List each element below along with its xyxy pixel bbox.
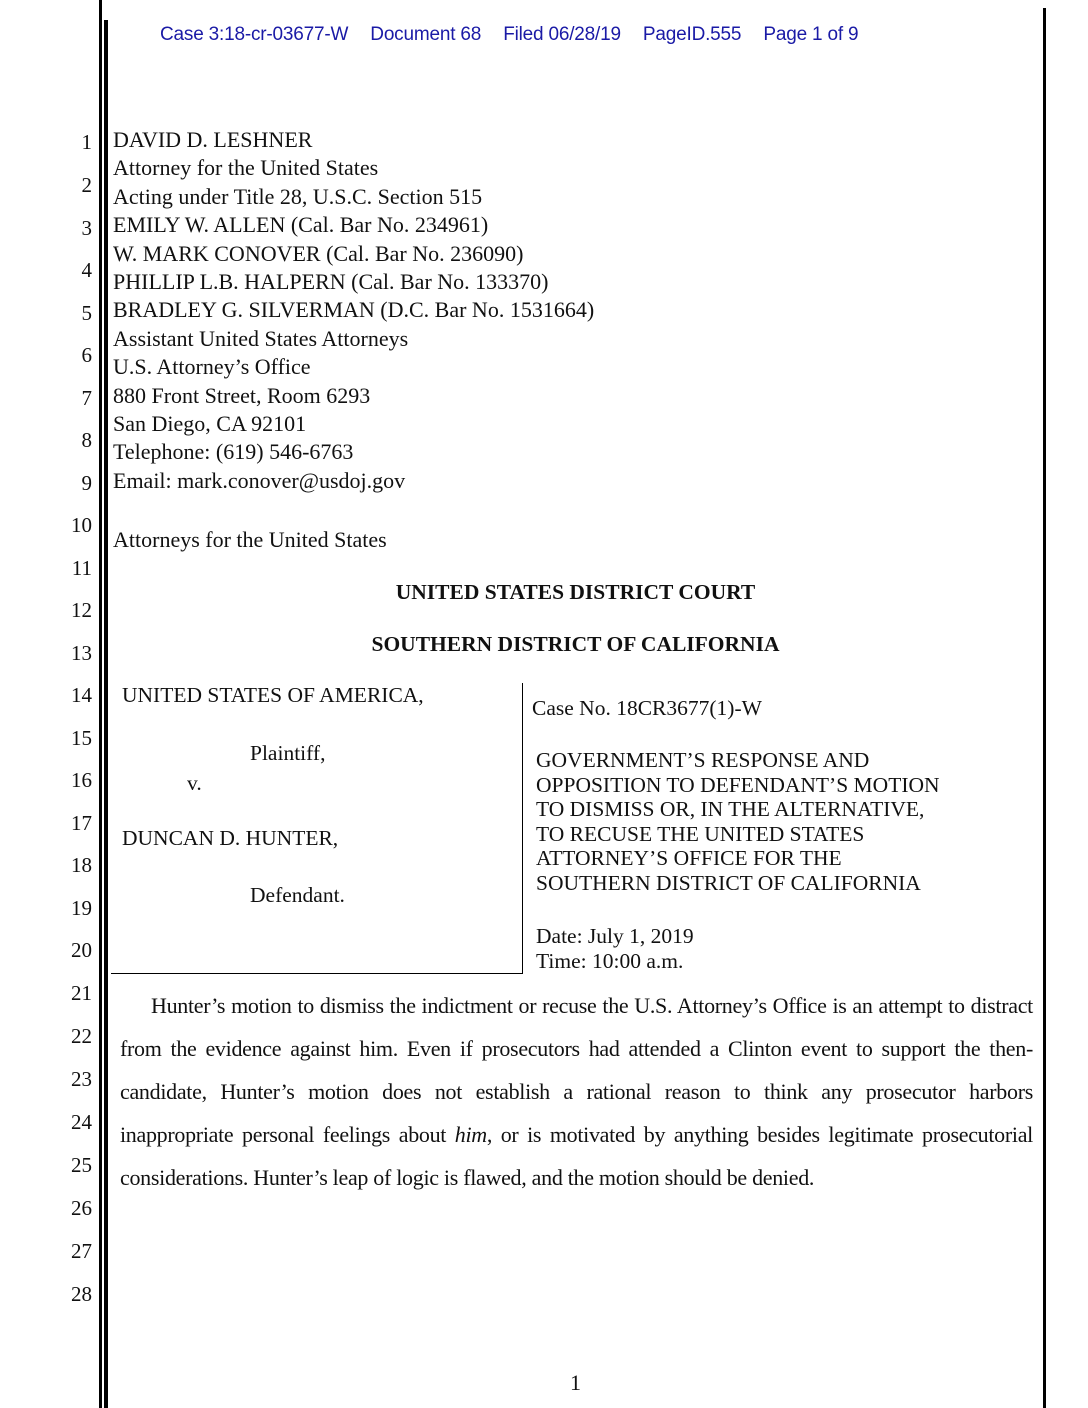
header-case-number: Case 3:18-cr-03677-W: [160, 24, 349, 45]
line-number: 14: [71, 683, 92, 707]
line-number: 28: [71, 1282, 92, 1306]
body-paragraph: [120, 984, 1033, 1199]
counsel-line: EMILY W. ALLEN (Cal. Bar No. 234961): [113, 212, 489, 238]
document-title-line: OPPOSITION TO DEFENDANT’S MOTION: [536, 772, 940, 797]
left-margin-rule-inner: [104, 20, 108, 1408]
header-document-number: Document 68: [370, 24, 482, 45]
counsel-line: PHILLIP L.B. HALPERN (Cal. Bar No. 133370): [113, 269, 549, 295]
defendant-role: Defendant.: [250, 883, 345, 907]
header-page-id: PageID.555: [642, 24, 742, 45]
line-number: 16: [71, 768, 92, 792]
line-number: 23: [71, 1067, 92, 1091]
line-number: 17: [71, 811, 92, 835]
document-title-line: TO RECUSE THE UNITED STATES: [536, 821, 865, 846]
counsel-line: Assistant United States Attorneys: [113, 325, 409, 351]
line-number: 10: [71, 513, 92, 537]
right-margin-rule: [1043, 8, 1046, 1408]
line-number: 24: [71, 1110, 92, 1134]
page-number: 1: [570, 1370, 581, 1395]
defendant-name: DUNCAN D. HUNTER,: [122, 826, 339, 850]
line-number: 15: [71, 726, 92, 750]
plaintiff-role: Plaintiff,: [250, 741, 326, 765]
court-name: UNITED STATES DISTRICT COURT: [395, 580, 756, 604]
document-title-line: TO DISMISS OR, IN THE ALTERNATIVE,: [536, 797, 925, 821]
line-number: 5: [81, 301, 92, 325]
line-number: 4: [81, 258, 92, 282]
line-number: 26: [71, 1196, 92, 1220]
line-number: 21: [71, 981, 92, 1005]
counsel-block: [113, 126, 594, 495]
counsel-line: Telephone: (619) 546-6763: [113, 439, 354, 465]
line-number: 20: [71, 938, 92, 962]
counsel-line: Acting under Title 28, U.S.C. Section 515: [113, 183, 483, 209]
line-number: 12: [71, 598, 92, 622]
counsel-email-line: Email: mark.conover@usdoj.gov: [113, 467, 406, 493]
document-title-line: SOUTHERN DISTRICT OF CALIFORNIA: [536, 870, 921, 895]
header-page-count: Page 1 of 9: [763, 24, 859, 45]
left-margin-rule-outer: [99, 0, 102, 1408]
body-text-part2: , or is motivated by anything besides legitimate prosecutorial considerations. Hunter’s leap of logic is flawed, and the motion should be denied.: [120, 1122, 1033, 1190]
line-number: 1: [81, 130, 92, 154]
hearing-date: Date: July 1, 2019: [536, 924, 694, 948]
versus: v.: [187, 771, 202, 795]
line-number: 27: [71, 1239, 92, 1263]
counsel-line: W. MARK CONOVER (Cal. Bar No. 236090): [113, 240, 524, 266]
counsel-line: Attorney for the United States: [113, 155, 379, 181]
line-number: 18: [71, 853, 92, 877]
document-title-line: ATTORNEY’S OFFICE FOR THE: [536, 846, 842, 870]
body-text-part1: Hunter’s motion to dismiss the indictment or recuse the U.S. Attorney’s Office is an attempt to distract from the evidence against him. Even if prosecutors had attended a Clinton event to support the then-candidate, Hunter’s motion does not establish a rational reason to think any prosecutor harbors inappropriate personal feelings about: [120, 993, 1033, 1147]
plaintiff-name: UNITED STATES OF AMERICA,: [122, 683, 424, 707]
counsel-line: U.S. Attorney’s Office: [113, 354, 311, 380]
hearing-info: [536, 924, 694, 974]
document-title: [536, 748, 940, 895]
line-number: 19: [71, 896, 92, 920]
counsel-line: San Diego, CA 92101: [113, 411, 307, 437]
line-number: 11: [71, 556, 92, 580]
attorneys-for: Attorneys for the United States: [113, 527, 387, 552]
line-number: 7: [81, 386, 92, 410]
line-number: 22: [71, 1024, 92, 1048]
counsel-line: 880 Front Street, Room 6293: [113, 382, 371, 408]
line-number: 2: [81, 173, 92, 197]
line-number: 6: [81, 343, 92, 367]
line-number: 25: [71, 1153, 92, 1177]
line-number: 8: [81, 428, 92, 452]
district-name: SOUTHERN DISTRICT OF CALIFORNIA: [371, 632, 780, 656]
body-text-emphasis: him: [454, 1122, 487, 1147]
counsel-line: BRADLEY G. SILVERMAN (D.C. Bar No. 1531664): [113, 297, 595, 323]
header-filed-date: Filed 06/28/19: [503, 24, 621, 45]
case-number: Case No. 18CR3677(1)-W: [532, 696, 762, 720]
ecf-header: [160, 24, 1040, 46]
document-title-line: GOVERNMENT’S RESPONSE AND: [536, 748, 870, 772]
line-number: 13: [71, 641, 92, 665]
line-number: 3: [81, 216, 92, 240]
parties-box: [111, 683, 523, 974]
line-number: 9: [81, 471, 92, 495]
hearing-time: Time: 10:00 a.m.: [536, 949, 684, 973]
counsel-line: DAVID D. LESHNER: [113, 127, 313, 152]
